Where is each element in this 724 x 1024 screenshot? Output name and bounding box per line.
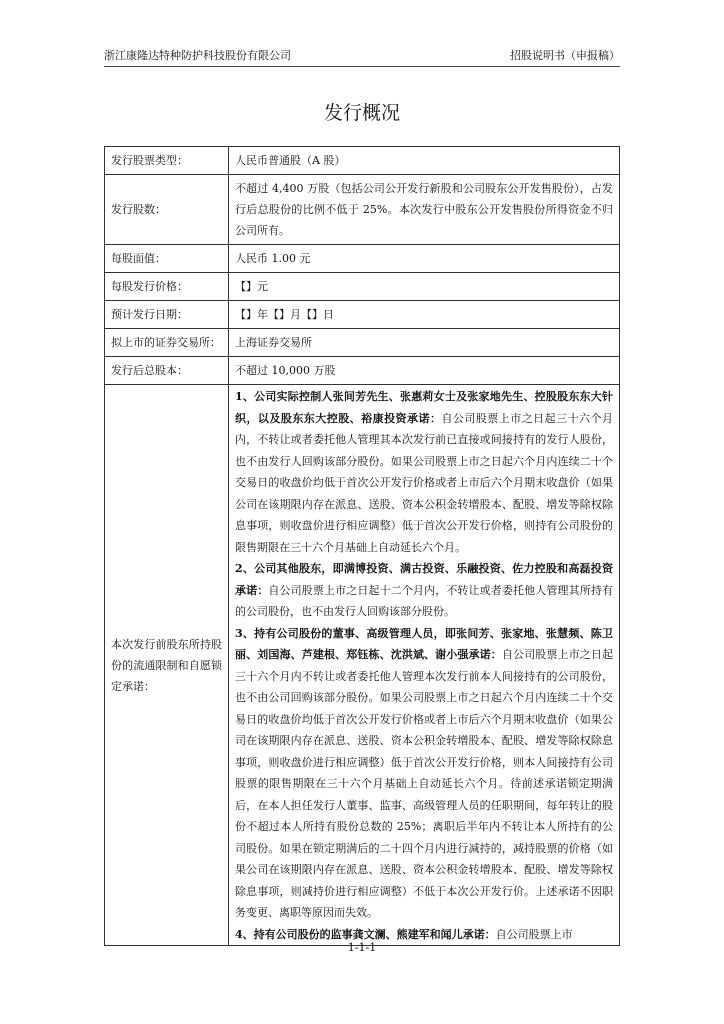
- table-row: [105, 357, 620, 385]
- row-value: 人民币 1.00 元: [229, 245, 620, 273]
- row-label: 发行后总股本：: [105, 357, 229, 385]
- page-number: 1-1-1: [347, 941, 377, 954]
- table-row: [105, 175, 620, 245]
- row-label: 每股面值：: [105, 245, 229, 273]
- commitment-heading: 1、公司实际控制人张间芳先生、张惠莉女士及张家地先生、控股股东东大针织，以及股东东大控股、裕康投资承诺：: [235, 390, 613, 425]
- commitment-paragraph: [235, 623, 613, 924]
- commitment-heading: 4、持有公司股份的监事龚文澜、熊建军和闻儿承诺：: [235, 927, 496, 941]
- commitment-paragraph: [235, 558, 613, 623]
- commitment-heading: 3、持有公司股份的董事、高级管理人员，即张间芳、张家地、张慧频、陈卫丽、刘国海、芦建根、郑钰栋、沈洪斌、谢小强承诺：: [235, 626, 613, 661]
- commitment-text: 自公司股票上市之日起三十六个月内，不转让或者委托他人管理其本次发行前已直接或间接持有的发行人股份，也不由发行人回购该部分股份。如果公司股票上市之日起六个月内连续二十个交易日的收盘价均低于首次公开发行价格或者上市后六个月期末收盘价（如果公司在该期限内存在派息、送股、资本公积金转增股本、配股、增发等除权除息事项，则收盘价进行相应调整）低于首次公开发行价格，则持有公司股份的限售期限在三十六个月基础上自动延长六个月。: [235, 411, 613, 554]
- commitment-heading: 2、公司其他股东，即满博投资、满古投资、乐融投资、佐力控股和高磊投资承诺：: [235, 562, 613, 597]
- row-value: 不超过 4,400 万股（包括公司公开发行新股和公司股东公开发售股份），占发行后总股份的比例不低于 25%。本次发行中股东公开发售股份所得资金不归公司所有。: [229, 175, 620, 245]
- commitment-text: 自公司股票上市之日起十二个月内，不转让或者委托他人管理其所持有的公司股份，也不由发行人回购该部分股份。: [235, 583, 614, 618]
- row-label: 发行股票类型：: [105, 147, 229, 175]
- table-row: [105, 301, 620, 329]
- company-name: 浙江康隆达特种防护科技股份有限公司: [104, 49, 291, 62]
- table-row: [105, 273, 620, 301]
- lockup-label: 本次发行前股东所持股份的流通限制和自愿锁定承诺：: [105, 385, 229, 946]
- commitment-text: 自公司股票上市: [495, 927, 573, 941]
- row-value: 上海证券交易所: [229, 329, 620, 357]
- document-name: 招股说明书（申报稿）: [510, 49, 620, 62]
- row-value: 【】年【】月【】日: [229, 301, 620, 329]
- row-value: 【】元: [229, 273, 620, 301]
- table-row: [105, 147, 620, 175]
- page-title: 发行概况: [323, 102, 400, 124]
- row-label: 发行股数：: [105, 175, 229, 245]
- header-divider: [104, 66, 620, 67]
- row-value: 不超过 10,000 万股: [229, 357, 620, 385]
- commitment-paragraph: [235, 386, 613, 558]
- table-row-lockup: [105, 385, 620, 946]
- commitment-text: 自公司股票上市之日起三十六个月内不转让或者委托他人管理本次发行前本人间接持有的公司股份，也不由公司回购该部分股份。如果公司股票上市之日起六个月内连续二十个交易日的收盘价均低于首次公开发行价格或者上市后六个月期末收盘价（如果公司在该期限内存在派息、送股、资本公积金转增股本、配股、增发等除权除息事项，则收盘价进行相应调整）低于首次公开发行价格，则本人间接持有公司股票的限售期限在三十六个月基础上自动延长六个月。待前述承诺锁定期满后，在本人担任发行人董事、监事、高级管理人员的任职期间，每年转让的股份不超过本人所持有股份总数的 25%；离职后半年内不转让本人所持有的公司股份。如果在锁定期满后的二十四个月内进行减持的，减持股票的价格（如果公司在该期限内存在派息、送股、资本公积金转增股本、配股、增发等除权除息事项，则减持价进行相应调整）不低于本次公开发行价。上述承诺不因职务变更、离职等原因而失效。: [235, 648, 614, 919]
- row-label: 每股发行价格：: [105, 273, 229, 301]
- table-row: [105, 329, 620, 357]
- table-row: [105, 245, 620, 273]
- row-value: 人民币普通股（A 股）: [229, 147, 620, 175]
- offering-overview-table: [104, 146, 620, 946]
- row-label: 预计发行日期：: [105, 301, 229, 329]
- row-label: 拟上市的证券交易所：: [105, 329, 229, 357]
- lockup-commitments: [229, 385, 620, 946]
- page-header: [104, 47, 620, 67]
